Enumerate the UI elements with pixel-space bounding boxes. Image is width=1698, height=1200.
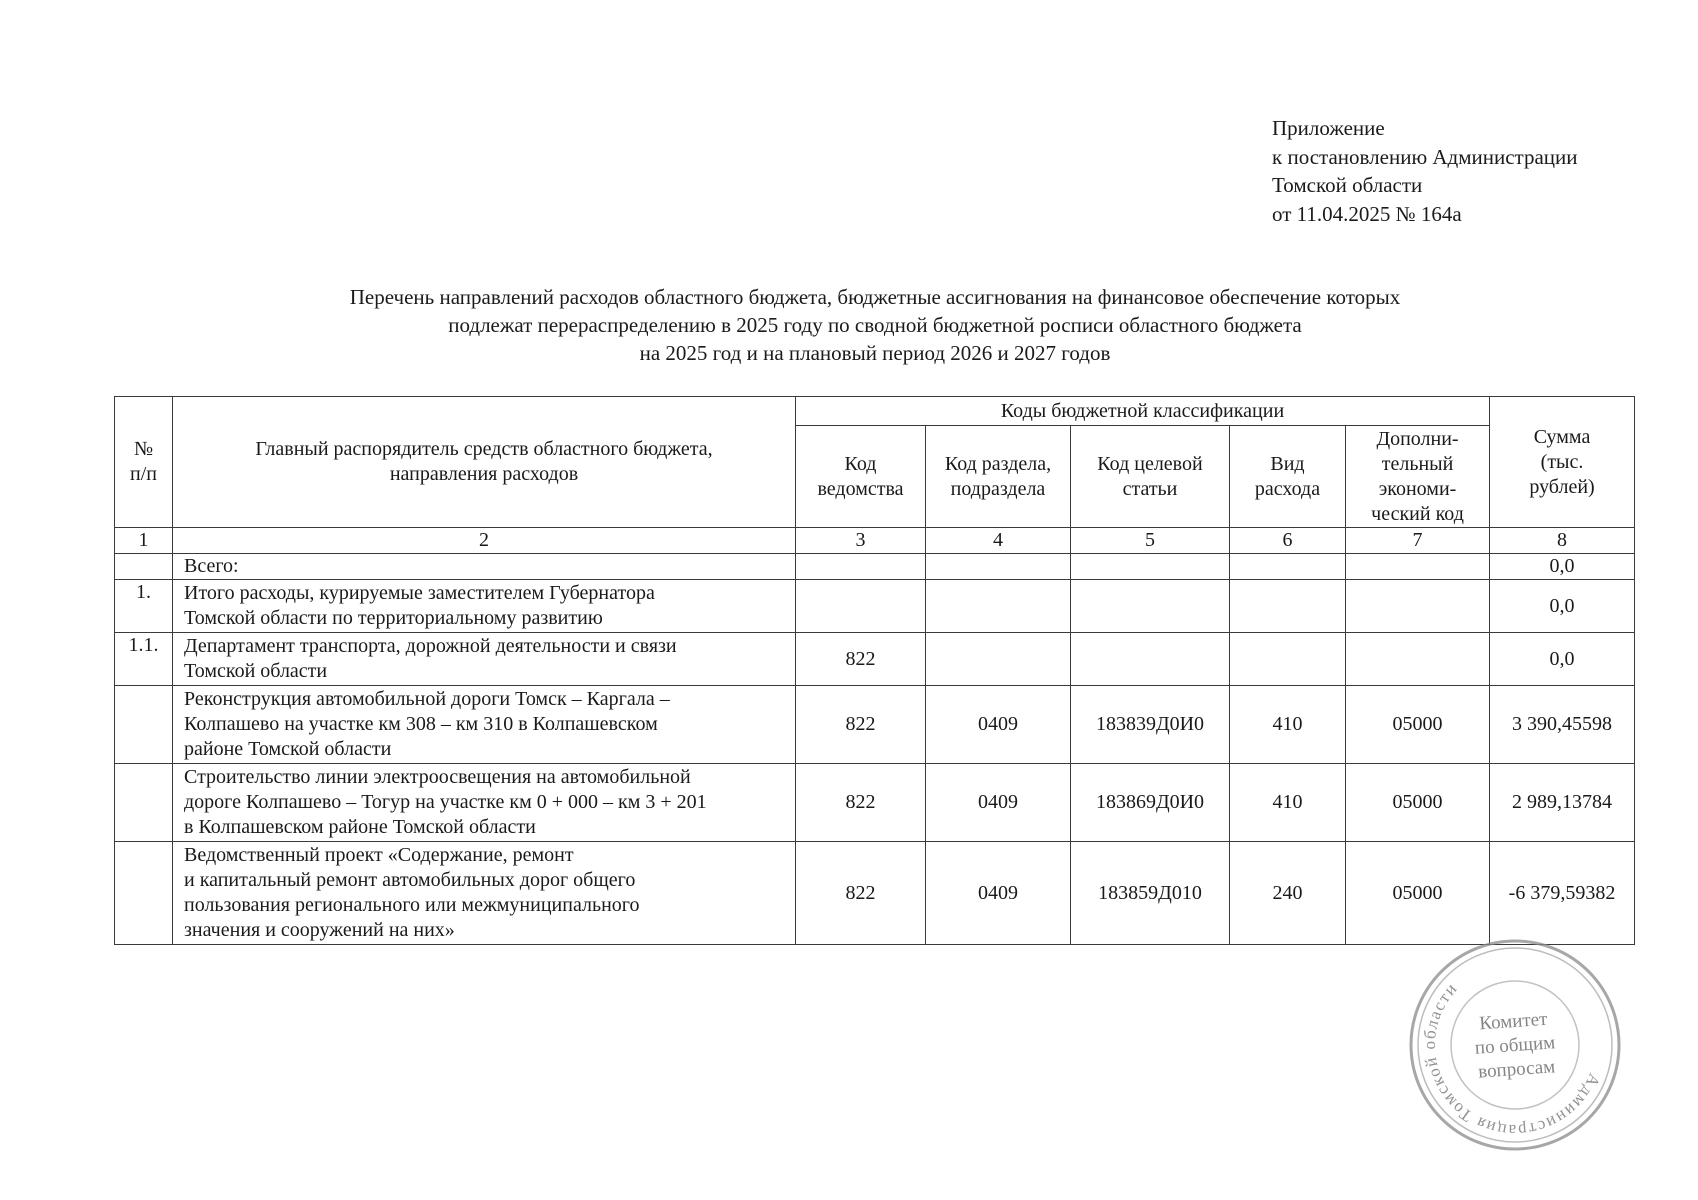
row-sum: -6 379,59382	[1490, 842, 1635, 945]
row-type	[1230, 633, 1346, 686]
column-number: 3	[796, 528, 926, 554]
header-extra-code: Дополни- тельный экономи- ческий код	[1346, 426, 1490, 528]
row-type: 410	[1230, 764, 1346, 842]
row-dept: 822	[796, 842, 926, 945]
row-section: 0409	[926, 686, 1071, 764]
header-dept-code: Код ведомства	[796, 426, 926, 528]
row-sum: 0,0	[1490, 580, 1635, 633]
row-dept	[796, 580, 926, 633]
row-num	[115, 554, 173, 580]
row-sum: 0,0	[1490, 554, 1635, 580]
row-sum: 0,0	[1490, 633, 1635, 686]
title-line-1: Перечень направлений расходов областного бюджета, бюджетные ассигнования на финансовое обеспечение которых	[349, 285, 1401, 309]
row-extra	[1346, 633, 1490, 686]
header-codes-group: Коды бюджетной классификации	[796, 397, 1490, 426]
official-stamp	[1405, 935, 1625, 1155]
header-sum: Сумма (тыс. рублей)	[1490, 397, 1635, 528]
row-type	[1230, 554, 1346, 580]
column-numbers-row	[115, 528, 1635, 554]
row-num	[115, 764, 173, 842]
row-type	[1230, 580, 1346, 633]
row-name: Всего:	[173, 554, 796, 580]
row-target	[1071, 580, 1230, 633]
table-row	[115, 580, 1635, 633]
budget-table	[114, 396, 1635, 945]
header-name: Главный распорядитель средств областного бюджета, направления расходов	[173, 397, 796, 528]
row-section	[926, 554, 1071, 580]
table-row	[115, 633, 1635, 686]
row-sum: 2 989,13784	[1490, 764, 1635, 842]
row-extra	[1346, 580, 1490, 633]
row-name: Строительство линии электроосвещения на автомобильной дороге Колпашево – Тогур на участке км 0 + 000 – км 3 + 201 в Колпашевском районе Томской области	[173, 764, 796, 842]
row-name: Итого расходы, курируемые заместителем Губернатора Томской области по территориальному развитию	[173, 580, 796, 633]
row-section: 0409	[926, 842, 1071, 945]
row-sum: 3 390,45598	[1490, 686, 1635, 764]
column-number: 2	[173, 528, 796, 554]
stamp-center-line-1: Комитет	[1478, 1008, 1549, 1035]
column-number: 6	[1230, 528, 1346, 554]
row-dept: 822	[796, 633, 926, 686]
row-extra: 05000	[1346, 686, 1490, 764]
row-target: 183869Д0И0	[1071, 764, 1230, 842]
row-section: 0409	[926, 764, 1071, 842]
annex-line-4: от 11.04.2025 № 164а	[1272, 201, 1462, 226]
table-row	[115, 686, 1635, 764]
row-dept: 822	[796, 686, 926, 764]
row-type: 410	[1230, 686, 1346, 764]
title-line-3: на 2025 год и на плановый период 2026 и 2027 годов	[639, 341, 1111, 365]
row-num	[115, 686, 173, 764]
stamp-center-line-2: по общим	[1474, 1032, 1556, 1059]
row-extra: 05000	[1346, 764, 1490, 842]
column-number: 1	[115, 528, 173, 554]
table-row	[115, 842, 1635, 945]
annex-block	[1272, 114, 1578, 228]
row-target	[1071, 554, 1230, 580]
document-title	[0, 283, 1698, 367]
row-dept	[796, 554, 926, 580]
row-extra	[1346, 554, 1490, 580]
annex-line-2: к постановлению Администрации	[1272, 144, 1578, 169]
column-number: 4	[926, 528, 1071, 554]
table-row	[115, 554, 1635, 580]
row-name: Департамент транспорта, дорожной деятельности и связи Томской области	[173, 633, 796, 686]
row-type: 240	[1230, 842, 1346, 945]
column-number: 5	[1071, 528, 1230, 554]
row-num: 1.1.	[115, 633, 173, 686]
header-target-code: Код целевой статьи	[1071, 426, 1230, 528]
stamp-seal-icon	[1405, 935, 1625, 1155]
row-extra: 05000	[1346, 842, 1490, 945]
annex-line-1: Приложение	[1272, 116, 1385, 140]
row-dept: 822	[796, 764, 926, 842]
stamp-ring-text: Администрация Томской области	[1419, 978, 1605, 1141]
row-target: 183859Д010	[1071, 842, 1230, 945]
table-row	[115, 764, 1635, 842]
column-number: 7	[1346, 528, 1490, 554]
row-target	[1071, 633, 1230, 686]
row-name: Ведомственный проект «Содержание, ремонт и капитальный ремонт автомобильных дорог общего пользования регионального или межмуниципального значения и сооружений на них»	[173, 842, 796, 945]
header-num: № п/п	[115, 397, 173, 528]
row-section	[926, 580, 1071, 633]
row-num	[115, 842, 173, 945]
row-section	[926, 633, 1071, 686]
column-number: 8	[1490, 528, 1635, 554]
header-expense-type: Вид расхода	[1230, 426, 1346, 528]
annex-line-3: Томской области	[1272, 173, 1423, 197]
row-target: 183839Д0И0	[1071, 686, 1230, 764]
row-name: Реконструкция автомобильной дороги Томск – Каргала – Колпашево на участке км 308 – км 310 в Колпашевском районе Томской области	[173, 686, 796, 764]
stamp-center-line-3: вопросам	[1477, 1056, 1556, 1083]
header-section-code: Код раздела, подраздела	[926, 426, 1071, 528]
row-num: 1.	[115, 580, 173, 633]
title-line-2: подлежат перераспределению в 2025 году по сводной бюджетной росписи областного бюджета	[448, 313, 1302, 337]
